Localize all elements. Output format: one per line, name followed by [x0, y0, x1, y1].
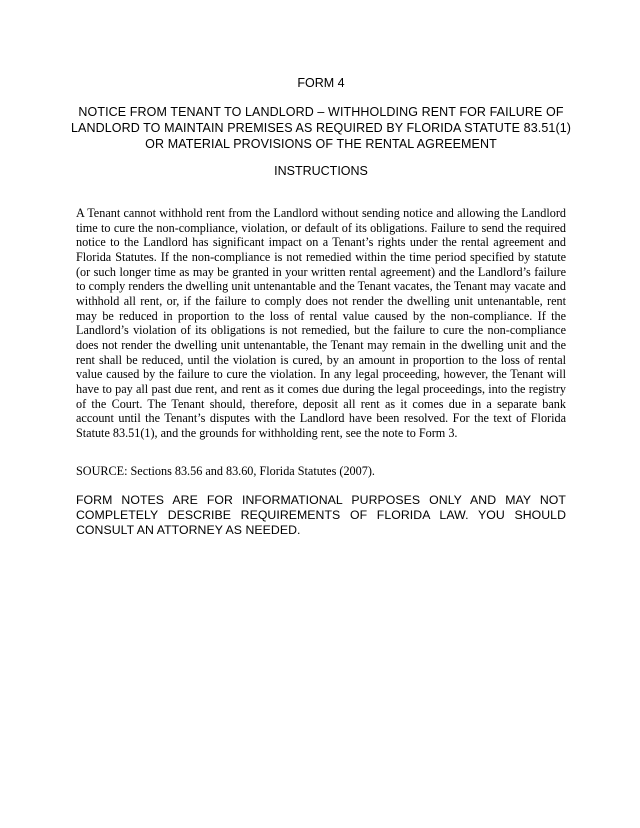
- form-notes-disclaimer: FORM NOTES ARE FOR INFORMATIONAL PURPOSES ONLY AND MAY NOT COMPLETELY DESCRIBE REQUIREMENTS OF FLORIDA LAW. YOU SHOULD CONSULT AN ATTORNEY AS NEEDED.: [76, 493, 566, 538]
- instructions-heading: INSTRUCTIONS: [274, 164, 368, 178]
- instructions-body: A Tenant cannot withhold rent from the Landlord without sending notice and allowing the Landlord time to cure the non-compliance, violation, or default of its obligations. Failure to send the required notice to the Landlord has significant impact on a Tenant’s rights under the rental agreement and Florida Statutes. If the non-compliance is not remedied within the time period specified by statute (or such longer time as may be granted in your written rental agreement) and the Landlord’s failure to comply renders the dwelling unit untenantable and the Tenant vacates, the Tenant may vacate and withhold all rent, or, if the failure to comply does not render the dwelling unit untenantable, rent may be reduced in proportion to the loss of rental value caused by the non-compliance. If the Landlord’s violation of its obligations is not remedied, but the failure to cure the non-compliance does not render the dwelling unit untenantable, the Tenant may remain in the dwelling unit and the rent shall be reduced, until the violation is cured, by an amount in proportion to the loss of rental value caused by the failure to cure the violation. In any legal proceeding, however, the Tenant will have to pay all past due rent, and rent as it comes due during the legal proceedings, into the registry of the Court. The Tenant should, therefore, deposit all rent as it comes due in a separate bank account until the Tenant’s disputes with the Landlord have been resolved. For the text of Florida Statute 83.51(1), and the grounds for withholding rent, see the note to Form 3.: [76, 206, 566, 440]
- source-citation: SOURCE: Sections 83.56 and 83.60, Florida Statutes (2007).: [76, 464, 375, 478]
- form-title: FORM 4: [297, 76, 345, 90]
- notice-title: NOTICE FROM TENANT TO LANDLORD – WITHHOLDING RENT FOR FAILURE OF LANDLORD TO MAINTAIN PREMISES AS REQUIRED BY FLORIDA STATUTE 83.51(1) OR MATERIAL PROVISIONS OF THE RENTAL AGREEMENT: [70, 105, 572, 151]
